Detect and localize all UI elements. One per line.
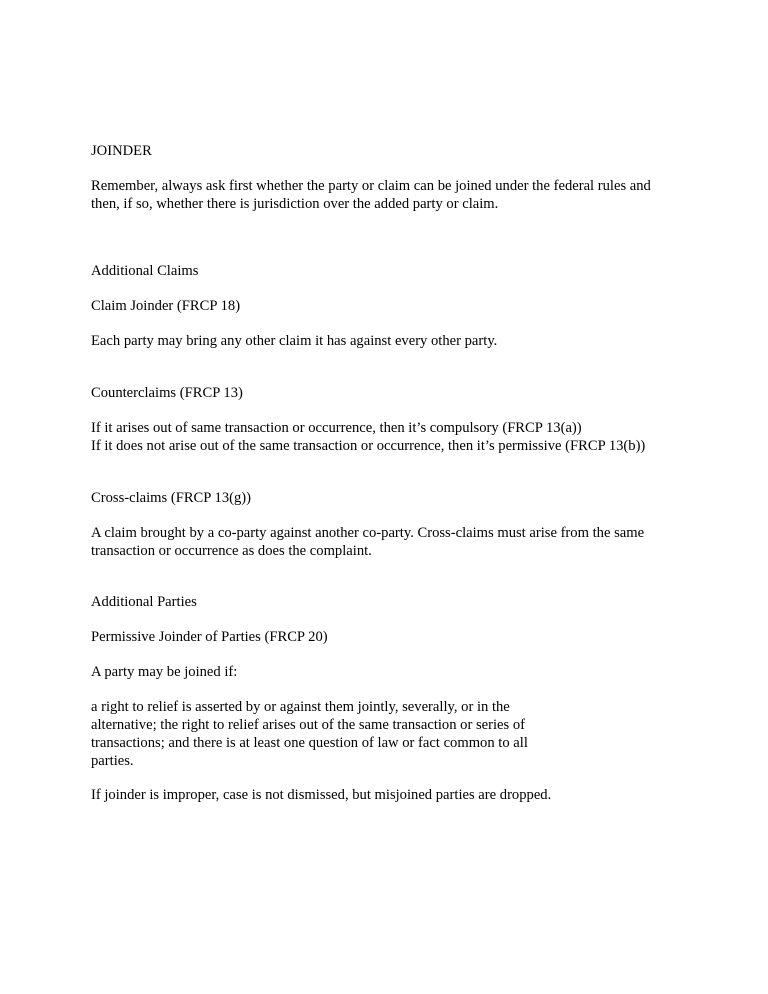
section-heading-additional-claims: Additional Claims	[91, 263, 199, 279]
permissive-joinder-lead: A party may be joined if:	[91, 664, 238, 680]
permissive-joinder-heading: Permissive Joinder of Parties (FRCP 20)	[91, 629, 328, 645]
counterclaims-heading: Counterclaims (FRCP 13)	[91, 385, 243, 401]
counterclaims-permissive-line: If it does not arise out of the same transaction or occurrence, then it’s permissive (FRCP 13(b))	[91, 438, 646, 454]
intro-paragraph: Remember, always ask first whether the party or claim can be joined under the federal rules and then, if so, whether there is jurisdiction over the added party or claim.	[91, 178, 651, 212]
permissive-joinder-conditions: a right to relief is asserted by or against them jointly, severally, or in the alternative; the right to relief arises out of the same transaction or series of transactions; and there is at least one question of law or fact common to all parties.	[91, 699, 528, 769]
cross-claims-heading: Cross-claims (FRCP 13(g))	[91, 490, 251, 506]
improper-joinder-note: If joinder is improper, case is not dismissed, but misjoined parties are dropped.	[91, 787, 552, 803]
claim-joinder-heading: Claim Joinder (FRCP 18)	[91, 298, 241, 314]
counterclaims-compulsory-line: If it arises out of same transaction or occurrence, then it’s compulsory (FRCP 13(a))	[91, 420, 582, 436]
cross-claims-text: A claim brought by a co-party against another co-party. Cross-claims must arise from the same transaction or occurrence as does the complaint.	[91, 525, 645, 559]
claim-joinder-text: Each party may bring any other claim it has against every other party.	[91, 333, 498, 349]
document-title: JOINDER	[91, 143, 152, 159]
section-heading-additional-parties: Additional Parties	[91, 594, 197, 610]
